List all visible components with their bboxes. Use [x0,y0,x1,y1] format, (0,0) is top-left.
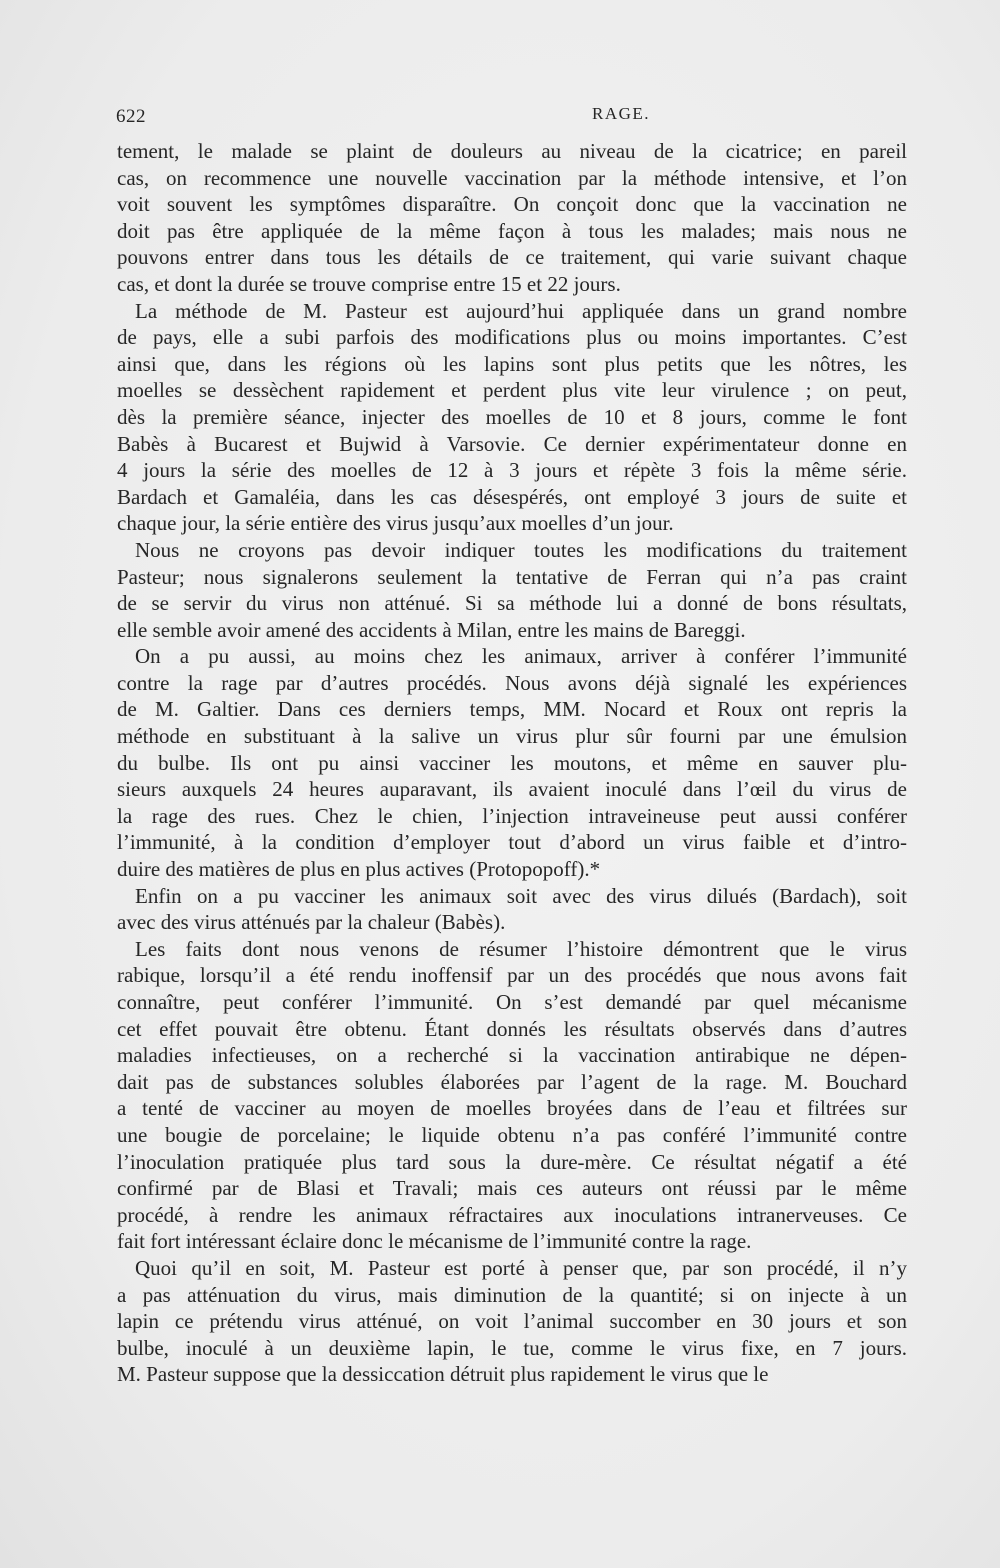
text-line: de pays, elle a subi parfois des modifications plus ou moins importantes. C’est [117,325,907,350]
paragraph [117,1255,907,1388]
text-line: sieurs auxquels 24 heures auparavant, ils avaient inoculé dans l’œil du virus de [117,777,907,802]
paragraph [117,298,907,537]
text-line: pouvons entrer dans tous les détails de ce traitement, qui varie suivant chaque [117,245,907,270]
text-line: La méthode de M. Pasteur est aujourd’hui appliquée dans un grand nombre [135,298,907,323]
paragraph [117,643,907,882]
text-line: Babès à Bucarest et Bujwid à Varsovie. Ce dernier expérimentateur donne en [117,431,907,456]
text-line: avec des virus atténués par la chaleur (Babès). [117,910,506,935]
text-line: l’immunité, à la condition d’employer tout d’abord un virus faible et d’intro- [117,830,907,855]
paragraph [117,537,907,643]
text-line: contre la rage par d’autres procédés. Nous avons déjà signalé les expériences [117,670,907,695]
text-line: M. Pasteur suppose que la dessiccation détruit plus rapidement le virus que le [117,1362,769,1387]
text-line: lapin ce prétendu virus atténué, on voit l’animal succomber en 30 jours et son [117,1309,907,1334]
text-line: fait fort intéressant éclaire donc le mécanisme de l’immunité contre la rage. [117,1229,752,1254]
text-line: moelles se dessèchent rapidement et perdent plus vite leur virulence ; on peut, [117,378,907,403]
text-line: méthode en substituant à la salive un virus plur sûr fourni par une émulsion [117,724,907,749]
paragraph [117,936,907,1255]
text-line: une bougie de porcelaine; le liquide obtenu n’a pas conféré l’immunité contre [117,1122,907,1147]
text-line: Nous ne croyons pas devoir indiquer toutes les modifications du traitement [135,537,907,562]
text-line: du bulbe. Ils ont pu ainsi vacciner les moutons, et même en sauver plu- [117,750,907,775]
text-line: rabique, lorsqu’il a été rendu inoffensif par un des procédés que nous avons fait [117,963,907,988]
text-line: duire des matières de plus en plus actives (Protopopoff).* [117,857,601,882]
paragraph [117,138,907,298]
text-line: chaque jour, la série entière des virus jusqu’aux moelles d’un jour. [117,511,674,536]
text-line: dès la première séance, injecter des moelles de 10 et 8 jours, comme le font [117,404,907,429]
running-head: RAGE. [592,104,651,123]
text-line: 4 jours la série des moelles de 12 à 3 jours et répète 3 fois la même série. [117,458,907,483]
text-line: confirmé par de Blasi et Travali; mais ces auteurs ont réussi par le même [117,1176,907,1201]
text-line: bulbe, inoculé à un deuxième lapin, le tue, comme le virus fixe, en 7 jours. [117,1335,907,1360]
text-line: elle semble avoir amené des accidents à Milan, entre les mains de Bareggi. [117,617,746,642]
text-line: ainsi que, dans les régions où les lapins sont plus petits que les nôtres, les [117,351,907,376]
page-header [112,104,912,134]
text-line: voit souvent les symptômes disparaître. On conçoit donc que la vaccination ne [117,192,907,217]
text-line: dait pas de substances solubles élaborées par l’agent de la rage. M. Bouchard [117,1069,907,1094]
body-text [117,138,907,1388]
text-line: de M. Galtier. Dans ces derniers temps, MM. Nocard et Roux ont repris la [117,697,907,722]
paragraph [117,883,907,936]
text-line: a tenté de vacciner au moyen de moelles broyées dans de l’eau et filtrées sur [117,1096,907,1121]
text-line: cas, on recommence une nouvelle vaccination par la méthode intensive, et l’on [117,165,907,190]
text-line: a pas atténuation du virus, mais diminution de la quantité; si on injecte à un [117,1282,907,1307]
text-line: tement, le malade se plaint de douleurs au niveau de la cicatrice; en pareil [117,139,907,163]
text-line: Bardach et Gamaléia, dans les cas désespérés, ont employé 3 jours de suite et [117,484,907,509]
text-line: l’inoculation pratiquée plus tard sous la dure-mère. Ce résultat négatif a été [117,1149,907,1174]
text-line: Enfin on a pu vacciner les animaux soit avec des virus dilués (Bardach), soit [135,883,907,908]
text-line: maladies infectieuses, on a recherché si la vaccination antirabique ne dépen- [117,1043,907,1068]
text-line: Quoi qu’il en soit, M. Pasteur est porté à penser que, par son procédé, il n’y [135,1255,907,1280]
text-line: doit pas être appliquée de la même façon à tous les malades; mais nous ne [117,218,907,243]
text-line: On a pu aussi, au moins chez les animaux, arriver à conférer l’immunité [135,644,907,669]
text-line: cas, et dont la durée se trouve comprise entre 15 et 22 jours. [117,271,621,296]
page-number: 622 [116,106,146,127]
text-line: procédé, à rendre les animaux réfractaires aux inoculations intranerveuses. Ce [117,1202,907,1227]
text-line: Pasteur; nous signalerons seulement la tentative de Ferran qui n’a pas craint [117,564,907,589]
text-line: de se servir du virus non atténué. Si sa méthode lui a donné de bons résultats, [117,591,907,616]
text-line: connaître, peut conférer l’immunité. On s’est demandé par quel mécanisme [117,990,907,1014]
text-line: Les faits dont nous venons de résumer l’histoire démontrent que le virus [135,936,907,961]
text-line: cet effet pouvait être obtenu. Étant donnés les résultats observés dans d’autres [117,1016,907,1041]
text-line: la rage des rues. Chez le chien, l’injection intraveineuse peut aussi conférer [117,803,907,828]
